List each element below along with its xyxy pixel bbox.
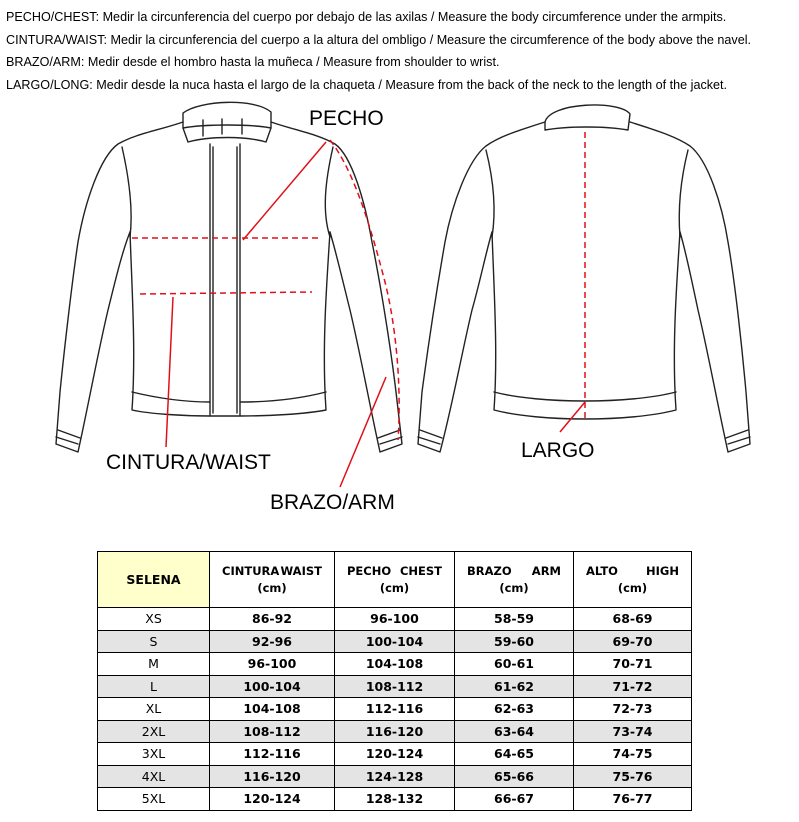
chest-cell: 120-124 — [335, 743, 455, 766]
arm-cell: 64-65 — [455, 743, 574, 766]
waist-cell: 86-92 — [210, 608, 335, 631]
high-cell: 74-75 — [574, 743, 692, 766]
size-cell: 2XL — [98, 720, 210, 743]
header-waist-en: WAIST — [280, 563, 322, 578]
header-chest-en: CHEST — [399, 563, 442, 578]
model-name: SELENA — [98, 552, 210, 608]
waist-cell: 104-108 — [210, 698, 335, 721]
arm-cell: 66-67 — [455, 788, 574, 811]
table-row — [98, 675, 692, 698]
header-chest-es: PECHO — [347, 563, 392, 578]
table-row — [98, 720, 692, 743]
high-cell: 70-71 — [574, 653, 692, 676]
waist-cell: 112-116 — [210, 743, 335, 766]
waist-pointer — [166, 297, 173, 447]
table-row — [98, 788, 692, 811]
size-cell: XS — [98, 608, 210, 631]
arm-cell: 65-66 — [455, 765, 574, 788]
waist-cell: 92-96 — [210, 630, 335, 653]
header-high — [574, 552, 692, 608]
header-waist — [210, 552, 335, 608]
size-cell: S — [98, 630, 210, 653]
header-high-es: ALTO — [586, 563, 618, 578]
length-pointer — [560, 402, 585, 432]
header-high-unit: (cm) — [617, 580, 648, 595]
size-cell: 5XL — [98, 788, 210, 811]
table-row — [98, 765, 692, 788]
arm-cell: 58-59 — [455, 608, 574, 631]
header-arm-es: BRAZO — [467, 563, 512, 578]
header-arm-en: ARM — [531, 563, 561, 578]
waist-cell: 100-104 — [210, 675, 335, 698]
size-cell: 3XL — [98, 743, 210, 766]
table-row — [98, 743, 692, 766]
chest-cell: 124-128 — [335, 765, 455, 788]
header-chest-unit: (cm) — [379, 580, 410, 595]
table-row — [98, 630, 692, 653]
high-cell: 68-69 — [574, 608, 692, 631]
arm-cell: 62-63 — [455, 698, 574, 721]
size-cell: L — [98, 675, 210, 698]
chest-pointer — [243, 142, 326, 240]
high-cell: 71-72 — [574, 675, 692, 698]
waist-cell: 120-124 — [210, 788, 335, 811]
chest-cell: 100-104 — [335, 630, 455, 653]
instruction-arm: BRAZO/ARM: Medir desde el hombro hasta la muñeca / Measure from shoulder to wrist. — [6, 55, 500, 70]
table-row — [98, 608, 692, 631]
high-cell: 76-77 — [574, 788, 692, 811]
back-jacket-outline — [418, 105, 750, 452]
waist-cell: 108-112 — [210, 720, 335, 743]
header-high-en: HIGH — [646, 563, 679, 578]
size-cell: XL — [98, 698, 210, 721]
size-cell: M — [98, 653, 210, 676]
arm-label: BRAZO/ARM — [270, 491, 395, 514]
front-jacket-outline — [56, 102, 402, 452]
jacket-measurement-figure — [0, 92, 799, 532]
waist-measure-line — [140, 292, 312, 294]
instruction-length: LARGO/LONG: Medir desde la nuca hasta el largo de la chaqueta / Measure from the back of the neck to the length of the jacket. — [6, 77, 728, 92]
high-cell: 73-74 — [574, 720, 692, 743]
chest-cell: 128-132 — [335, 788, 455, 811]
table-row — [98, 698, 692, 721]
chest-cell: 112-116 — [335, 698, 455, 721]
waist-label: CINTURA/WAIST — [106, 451, 271, 474]
header-chest — [335, 552, 455, 608]
size-table — [97, 551, 692, 811]
arm-cell: 59-60 — [455, 630, 574, 653]
chest-label: PECHO — [309, 107, 384, 130]
header-arm-unit: (cm) — [499, 580, 529, 595]
waist-cell: 116-120 — [210, 765, 335, 788]
arm-pointer — [340, 377, 386, 487]
length-label: LARGO — [521, 439, 595, 462]
chest-cell: 104-108 — [335, 653, 455, 676]
chest-cell: 116-120 — [335, 720, 455, 743]
chest-cell: 108-112 — [335, 675, 455, 698]
high-cell: 69-70 — [574, 630, 692, 653]
header-waist-unit: (cm) — [257, 580, 287, 595]
instruction-chest: PECHO/CHEST: Medir la circunferencia del cuerpo por debajo de las axilas / Measure the body circumference under the armpits. — [6, 10, 727, 24]
measurement-instructions — [6, 6, 796, 96]
size-cell: 4XL — [98, 765, 210, 788]
size-table-header — [98, 552, 692, 608]
waist-cell: 96-100 — [210, 653, 335, 676]
header-waist-es: CINTURA — [222, 563, 280, 578]
chest-cell: 96-100 — [335, 608, 455, 631]
arm-cell: 60-61 — [455, 653, 574, 676]
arm-cell: 61-62 — [455, 675, 574, 698]
arm-measure-line — [330, 140, 399, 440]
high-cell: 72-73 — [574, 698, 692, 721]
high-cell: 75-76 — [574, 765, 692, 788]
arm-cell: 63-64 — [455, 720, 574, 743]
table-row — [98, 653, 692, 676]
instruction-waist: CINTURA/WAIST: Medir la circunferencia del cuerpo a la altura del ombligo / Measure the circumference of the body above the navel. — [6, 32, 752, 47]
header-arm — [455, 552, 574, 608]
